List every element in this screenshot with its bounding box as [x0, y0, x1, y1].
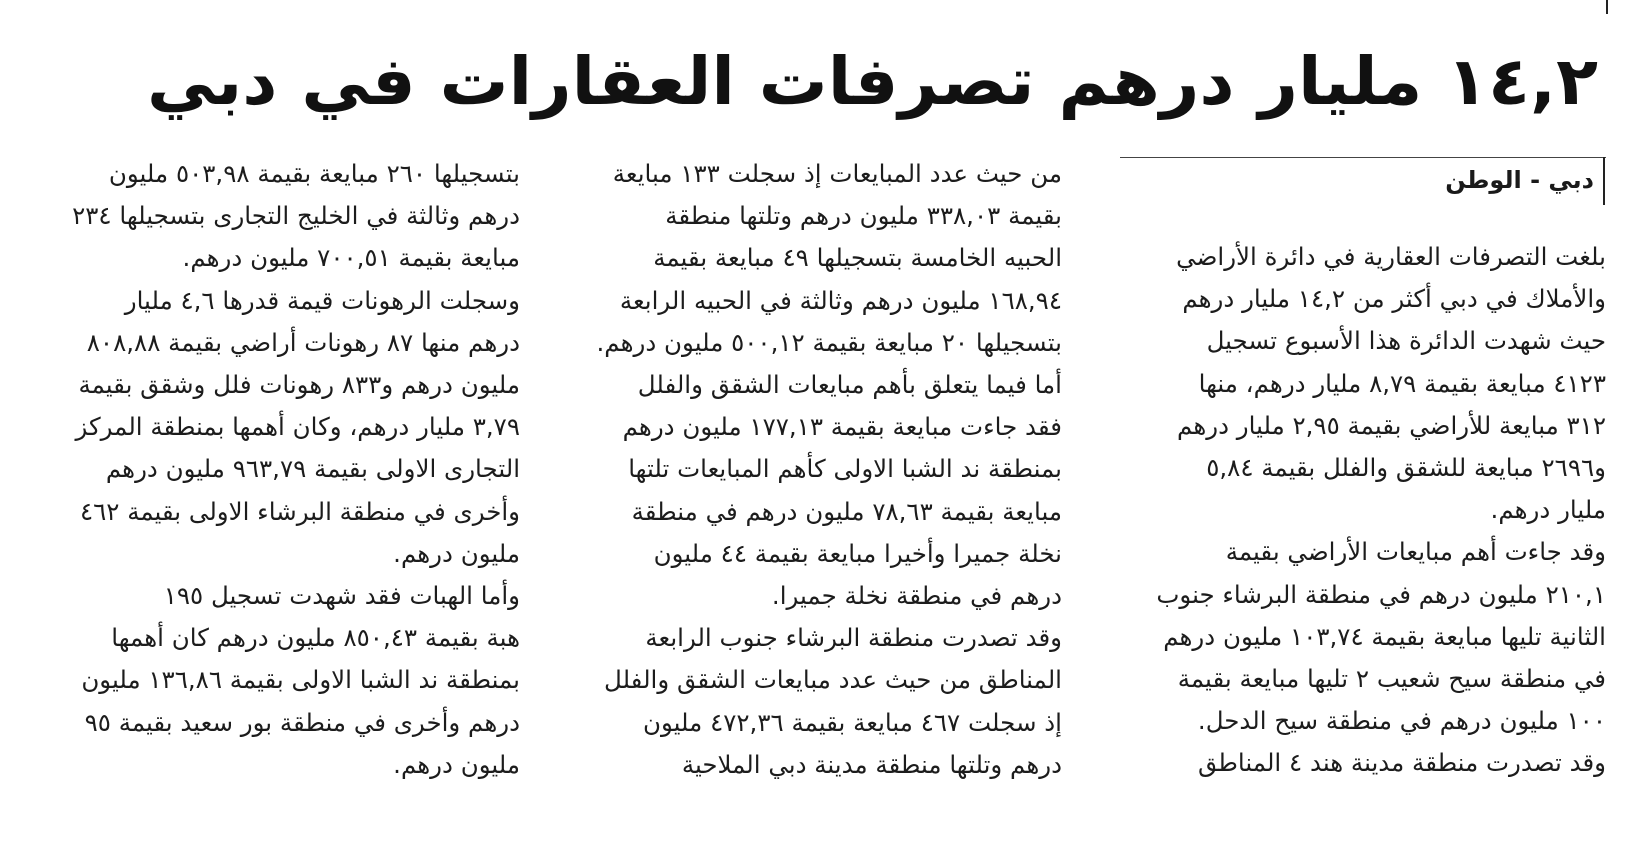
- text-line: درهم وتلتها منطقة مدينة دبي الملاحية: [681, 749, 1062, 779]
- text-line: ١٠٠ مليون درهم في منطقة سيح الدحل.: [1197, 706, 1606, 736]
- text-line: درهم في منطقة نخلة جميرا.: [771, 581, 1062, 611]
- text-line: أما فيما يتعلق بأهم مبايعات الشقق والفلل: [637, 370, 1062, 400]
- text-line: المناطق من حيث عدد مبايعات الشقق والفلل: [604, 665, 1062, 695]
- byline-bar: [1603, 157, 1605, 205]
- text-line: إذ سجلت ٤٦٧ مبايعة بقيمة ٤٧٢,٣٦ مليون: [643, 707, 1062, 737]
- text-line: بتسجيلها ٢٠ مبايعة بقيمة ٥٠٠,١٢ مليون درهم.: [596, 327, 1062, 357]
- text-line: الحبيه الخامسة بتسجيلها ٤٩ مبايعة بقيمة: [653, 243, 1062, 273]
- text-line: هبة بقيمة ٨٥٠,٤٣ مليون درهم كان أهمها: [111, 623, 520, 653]
- text-line: وأخرى في منطقة البرشاء الاولى بقيمة ٤٦٢: [79, 496, 520, 526]
- text-line: نخلة جميرا وأخيرا مبايعة بقيمة ٤٤ مليون: [653, 538, 1062, 568]
- text-line: حيث شهدت الدائرة هذا الأسبوع تسجيل: [1206, 326, 1606, 356]
- text-line: درهم منها ٨٧ رهونات أراضي بقيمة ٨٠٨,٨٨: [86, 327, 520, 357]
- text-line: مليون درهم.: [393, 538, 520, 568]
- top-rule: [1606, 0, 1608, 14]
- text-line: مليون درهم.: [393, 749, 520, 779]
- article-column-2: [572, 153, 1062, 786]
- text-line: والأملاك في دبي أكثر من ١٤,٢ مليار درهم: [1182, 284, 1606, 314]
- text-line: مبايعة بقيمة ٧٨,٦٣ مليون درهم في منطقة: [631, 496, 1062, 526]
- text-line: الثانية تليها مبايعة بقيمة ١٠٣,٧٤ مليون درهم: [1163, 621, 1606, 651]
- article-column-3: [30, 153, 520, 786]
- text-line: ١٦٨,٩٤ مليون درهم وثالثة في الحبيه الرابعة: [619, 285, 1062, 315]
- text-line: بلغت التصرفات العقارية في دائرة الأراضي: [1176, 242, 1606, 271]
- text-line: ٣,٧٩ مليار درهم، وكان أهمها بمنطقة المركز: [75, 412, 520, 442]
- text-line: و٢٦٩٦ مبايعة للشقق والفلل بقيمة ٥,٨٤: [1206, 453, 1606, 483]
- text-line: فقد جاءت مبايعة بقيمة ١٧٧,١٣ مليون درهم: [622, 412, 1062, 442]
- byline: دبي - الوطن: [1445, 166, 1594, 194]
- text-line: مبايعة بقيمة ٧٠٠,٥١ مليون درهم.: [182, 243, 520, 273]
- headline: ١٤,٢ مليار درهم تصرفات العقارات في دبي: [147, 43, 1598, 120]
- text-line: بتسجيلها ٢٦٠ مبايعة بقيمة ٥٠٣,٩٨ مليون: [108, 159, 520, 188]
- text-line: التجارى الاولى بقيمة ٩٦٣,٧٩ مليون درهم: [105, 454, 520, 484]
- text-line: مليون درهم و٨٣٣ رهونات فلل وشقق بقيمة: [78, 370, 520, 400]
- text-line: درهم وثالثة في الخليج التجارى بتسجيلها ٢٣٤: [72, 201, 520, 231]
- text-line: وأما الهبات فقد شهدت تسجيل ١٩٥: [163, 581, 520, 611]
- text-line: في منطقة سيح شعيب ٢ تليها مبايعة بقيمة: [1177, 664, 1606, 694]
- text-line: درهم وأخرى في منطقة بور سعيد بقيمة ٩٥: [84, 707, 520, 737]
- text-line: ٣١٢ مبايعة للأراضي بقيمة ٢,٩٥ مليار درهم: [1177, 410, 1606, 440]
- text-line: ٤١٢٣ مبايعة بقيمة ٨,٧٩ مليار درهم، منها: [1198, 368, 1606, 398]
- text-line: بقيمة ٣٣٨,٠٣ مليون درهم وتلتها منطقة: [665, 201, 1062, 231]
- text-line: بمنطقة ند الشبا الاولى بقيمة ١٣٦,٨٦ مليون: [81, 665, 520, 695]
- text-line: مليار درهم.: [1490, 495, 1606, 525]
- text-line: وقد جاءت أهم مبايعات الأراضي بقيمة: [1225, 537, 1606, 567]
- text-line: وقد تصدرت منطقة مدينة هند ٤ المناطق: [1198, 748, 1606, 778]
- text-line: وسجلت الرهونات قيمة قدرها ٤,٦ مليار: [124, 285, 520, 315]
- byline-rule: [1120, 157, 1606, 158]
- text-line: بمنطقة ند الشبا الاولى كأهم المبايعات تلتها: [628, 454, 1062, 484]
- text-line: من حيث عدد المبايعات إذ سجلت ١٣٣ مبايعة: [612, 159, 1062, 188]
- text-line: ٢١٠,١ مليون درهم في منطقة البرشاء جنوب: [1156, 579, 1606, 609]
- article-column-1: [1116, 236, 1606, 785]
- text-line: وقد تصدرت منطقة البرشاء جنوب الرابعة: [645, 623, 1062, 653]
